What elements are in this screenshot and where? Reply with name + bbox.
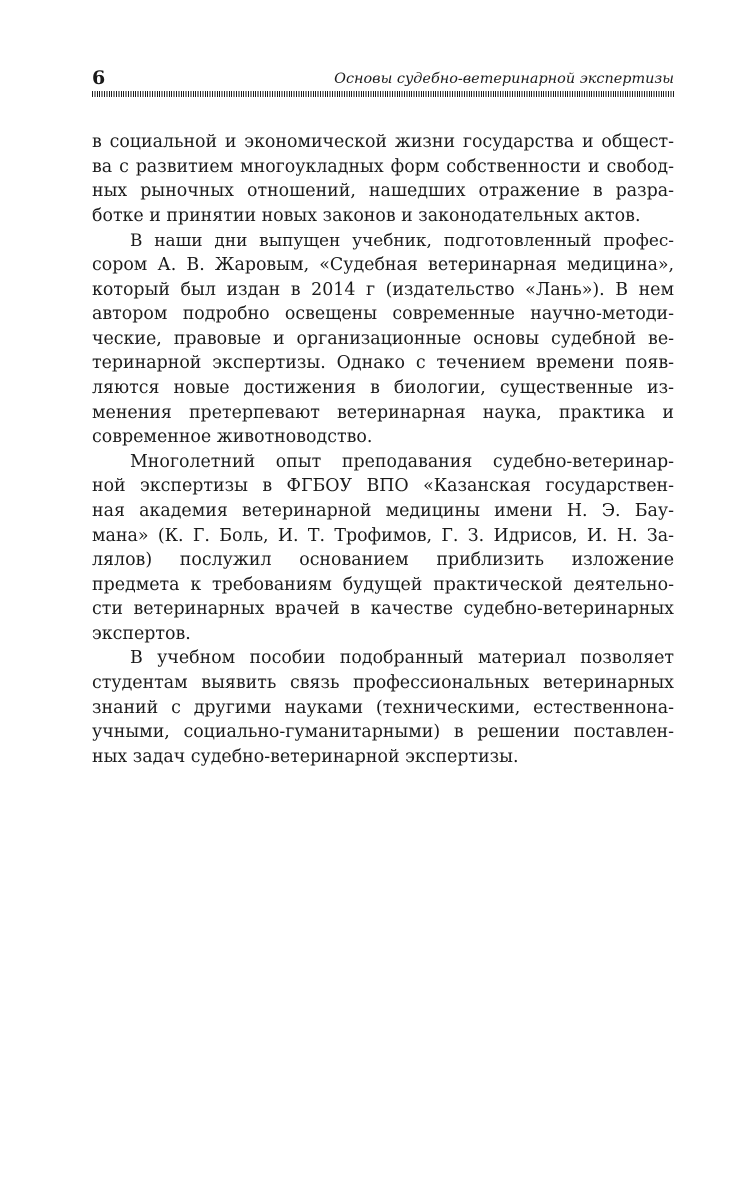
text-line: ческие, правовые и организационные основы судебной ве- [92, 328, 674, 349]
text-line: теринарной экспертизы. Однако с течением времени появ- [92, 353, 674, 374]
text-line: современное животноводство. [92, 427, 373, 448]
text-line: в социальной и экономической жизни государства и общест- [92, 132, 674, 152]
text-line: предмета к требованиям будущей практической деятельно- [92, 574, 674, 595]
text-line: который был издан в 2014 г (издательство «Лань»). В нем [92, 279, 674, 300]
header-rule [92, 91, 674, 97]
text-line: Многолетний опыт преподавания судебно-ветеринар- [130, 451, 674, 472]
text-line: ная академия ветеринарной медицины имени Н. Э. Бау- [92, 500, 674, 521]
text-line: ва с развитием многоукладных форм собственности и свобод- [92, 156, 674, 177]
body-text [92, 130, 674, 769]
page-number: 6 [92, 67, 106, 89]
text-line: ных задач судебно-ветеринарной экспертизы. [92, 746, 519, 767]
text-line: сором А. В. Жаровым, «Судебная ветеринарная медицина», [92, 254, 674, 275]
text-line: В наши дни выпущен учебник, подготовленный профес- [130, 230, 674, 251]
text-line: сти ветеринарных врачей в качестве судебно-ветеринарных [92, 599, 674, 620]
text-line: лялов) послужил основанием приблизить изложение [92, 550, 674, 571]
text-line: ляются новые достижения в биологии, существенные из- [92, 377, 674, 398]
text-line: В учебном пособии подобранный материал позволяет [130, 648, 674, 669]
running-title: Основы судебно-ветеринарной экспертизы [334, 71, 674, 87]
text-line: знаний с другими науками (техническими, естественнона- [92, 697, 674, 718]
text-line: менения претерпевают ветеринарная наука, практика и [92, 402, 674, 423]
text-line: ботке и принятии новых законов и законодательных актов. [92, 205, 641, 226]
text-line: автором подробно освещены современные научно-методи- [92, 304, 674, 325]
text-line: студентам выявить связь профессиональных ветеринарных [92, 673, 674, 694]
paragraph [92, 130, 674, 228]
paragraph [92, 228, 674, 449]
paragraph [92, 450, 674, 647]
paragraph [92, 646, 674, 769]
text-line: экспертов. [92, 623, 191, 644]
text-line: мана» (К. Г. Боль, И. Т. Трофимов, Г. З. Идрисов, И. Н. За- [92, 525, 674, 546]
text-line: ной экспертизы в ФГБОУ ВПО «Казанская государствен- [92, 476, 674, 497]
text-line: учными, социально-гуманитарными) в решении поставлен- [92, 722, 674, 743]
text-line: ных рыночных отношений, нашедших отражение в разра- [92, 181, 674, 202]
